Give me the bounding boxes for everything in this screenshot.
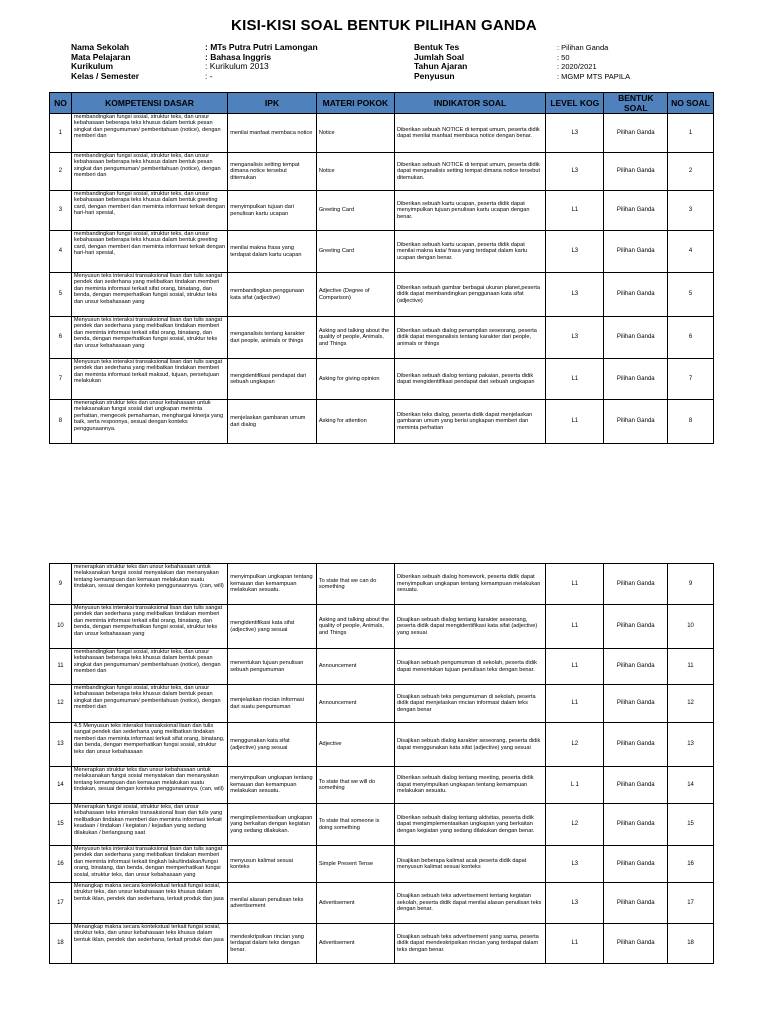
no-soal: 2 xyxy=(668,153,714,191)
kd-text: membandingkan fungsi sosial, struktur teks, dan unsur kebahasaan beberapa teks khusus dalam bentuk pesan singkat dan pengumuman/ pemberitahuan (notice), dengan memberi dan xyxy=(73,685,221,711)
kompetensi-dasar xyxy=(71,114,227,153)
kisi-kisi-table-page-2 xyxy=(49,563,714,964)
table-row xyxy=(50,273,714,317)
kd-text: menerapkan struktur teks dan unsur kebahasaan untuk melaksanakan fungsi sosial dari ungkapan meminta perhatian, mengecek pemahaman, menghargai kinerja yang baik, serta responnya, sesuai dengan konteks penggunaannya. xyxy=(73,400,224,432)
kompetensi-dasar xyxy=(71,804,227,846)
meta-value: : MGMP MTS PAPILA xyxy=(557,71,631,81)
meta-value: : MTs Putra Putri Lamongan xyxy=(205,42,318,52)
column-header: NO xyxy=(50,93,72,114)
ipk: menyimpulkan tujuan dari penulisan kartu ucapan xyxy=(228,191,317,231)
no-soal: 4 xyxy=(668,231,714,273)
kd-text: Menangkap makna secara kontekstual terkait fungsi sosial, struktur teks, dan unsur kebahasaan teks khusus dalam bentuk iklan, pendek dan sederhana, terkait produk dan jasa xyxy=(73,924,224,943)
ipk: mengidentifikasi pendapat dari sebuah ungkapan xyxy=(228,359,317,400)
no-soal: 9 xyxy=(668,564,714,605)
indikator-soal: Diberikan sebuah NOTICE di tempat umum, peserta didik dapat menganalisis setting tempat dimana notice tersebut ditemukan. xyxy=(394,153,545,191)
indikator-soal: Diberikan sebuah gambar berbagai ukuran planet,peserta didik dapat membandingkan penggunaan kata sifat (adjective) xyxy=(394,273,545,317)
row-number: 13 xyxy=(50,723,72,767)
column-header: LEVEL KOG xyxy=(546,93,604,114)
no-soal: 18 xyxy=(668,924,714,964)
ipk: menganalisis setting tempat dimana notice tersebut ditemukan xyxy=(228,153,317,191)
column-header: KOMPETENSI DASAR xyxy=(71,93,227,114)
meta-label: Kurikulum xyxy=(71,61,114,71)
kd-text: membandingkan fungsi sosial, struktur teks, dan unsur kebahasaan beberapa teks khusus dalam bentuk pesan singkat dan pengumuman/ pemberitahuan (notice), dengan memberi dan xyxy=(73,649,221,675)
level-kog: L3 xyxy=(546,114,604,153)
row-number: 3 xyxy=(50,191,72,231)
bentuk-soal: Pilihan Ganda xyxy=(604,767,668,804)
no-soal: 3 xyxy=(668,191,714,231)
bentuk-soal: Pilihan Ganda xyxy=(604,400,668,444)
level-kog: L1 xyxy=(546,564,604,605)
column-header: MATERI POKOK xyxy=(316,93,394,114)
school-info xyxy=(71,43,405,81)
ipk: menggunakan kata sifat (adjective) yang sesuai xyxy=(228,723,317,767)
kompetensi-dasar xyxy=(71,723,227,767)
materi-pokok: Asking and talking about the quality of people, Animals, and Things xyxy=(316,317,394,359)
ipk: mengimplementasikan ungkapan yang berkaitan dengan kegiatan yang sedang dilakukan. xyxy=(228,804,317,846)
kd-text: membandingkan fungsi sosial, struktur teks, dan unsur kebahasaan beberapa teks khusus dalam bentuk greeting card, dengan memberi dan meminta informasi terkait dengan hari-hari spesial, xyxy=(73,231,225,257)
meta-row xyxy=(414,62,737,72)
no-soal: 1 xyxy=(668,114,714,153)
row-number: 11 xyxy=(50,649,72,685)
meta-value: : Pilihan Ganda xyxy=(557,43,609,52)
kd-text: Menerapkan fungsi sosial, struktur teks, dan unsur kebahasaan teks interaksi transaksional lisan dan tulis yang melibatkan tindakan memberi dan meminta informasi terkait keadaan / tindakan / kegiatan / kejadian yang sedang dilakukan / berlangsung saat xyxy=(73,804,223,836)
table-row xyxy=(50,317,714,359)
ipk: menentukan tujuan penulisan sebuah pengumuman xyxy=(228,649,317,685)
table-row xyxy=(50,804,714,846)
bentuk-soal: Pilihan Ganda xyxy=(604,685,668,723)
kompetensi-dasar xyxy=(71,191,227,231)
row-number: 8 xyxy=(50,400,72,444)
no-soal: 10 xyxy=(668,605,714,649)
meta-value: : 50 xyxy=(557,52,570,62)
kompetensi-dasar xyxy=(71,564,227,605)
level-kog: L3 xyxy=(546,231,604,273)
no-soal: 13 xyxy=(668,723,714,767)
table-row xyxy=(50,153,714,191)
ipk: menilai manfaat membaca notice xyxy=(228,114,317,153)
materi-pokok: Asking for giving opinion xyxy=(316,359,394,400)
meta-label: Bentuk Tes xyxy=(414,42,460,52)
level-kog: L1 xyxy=(546,649,604,685)
kd-text: Menyusun teks interaksi transaksional lisan dan tulis sangat pendek dan sederhana yang melibatkan tindakan memberi dan meminta informasi terkait maksud, tujuan, persetujuan melakukan xyxy=(73,359,223,385)
table-row xyxy=(50,191,714,231)
ipk: menganalisis tentang karakter dari people, animals or things xyxy=(228,317,317,359)
meta-row xyxy=(71,72,405,82)
bentuk-soal: Pilihan Ganda xyxy=(604,153,668,191)
materi-pokok: Advertisement xyxy=(316,883,394,924)
meta-value: : - xyxy=(205,70,213,81)
row-number: 15 xyxy=(50,804,72,846)
ipk: membandingkan penggunaan kata sifat (adjective) xyxy=(228,273,317,317)
indikator-soal: Diberikan sebuah NOTICE di tempat umum, peserta didik dapat menilai manfaat membaca notice dengan benar. xyxy=(394,114,545,153)
kompetensi-dasar xyxy=(71,153,227,191)
table-row xyxy=(50,231,714,273)
row-number: 16 xyxy=(50,846,72,883)
row-number: 10 xyxy=(50,605,72,649)
materi-pokok: Advertisement xyxy=(316,924,394,964)
level-kog: L3 xyxy=(546,317,604,359)
kompetensi-dasar xyxy=(71,883,227,924)
no-soal: 12 xyxy=(668,685,714,723)
kd-text: menerapkan struktur teks dan unsur kebahasaan untuk melaksanakan fungsi sosial menyatakan dan menanyakan tentang kemampuan dan kemauan melakukan suatu tindakan, sesuai dengan konteks penggunaannya. (can, will) xyxy=(73,564,224,590)
materi-pokok: Announcement xyxy=(316,685,394,723)
level-kog: L1 xyxy=(546,685,604,723)
row-number: 17 xyxy=(50,883,72,924)
bentuk-soal: Pilihan Ganda xyxy=(604,114,668,153)
document-title: KISI-KISI SOAL BENTUK PILIHAN GANDA xyxy=(231,17,537,34)
ipk: menyusun kalimat sesuai konteks xyxy=(228,846,317,883)
level-kog: L1 xyxy=(546,605,604,649)
bentuk-soal: Pilihan Ganda xyxy=(604,605,668,649)
indikator-soal: Diberikan sebuah dialog tentang aktivitas, peserta didik dapat mengimplementasikan ungkapan yang berkaitan dengan kegiatan yang sedang dilakukan dengan benar. xyxy=(394,804,545,846)
kd-text: membandingkan fungsi sosial, struktur teks, dan unsur kebahasaan beberapa teks khusus dalam bentuk pesan singkat dan pengumuman/ pemberitahuan (notice), dengan memberi dan xyxy=(73,114,221,140)
materi-pokok: Announcement xyxy=(316,649,394,685)
meta-label: Penyusun xyxy=(414,70,455,81)
level-kog: L1 xyxy=(546,191,604,231)
column-header: NO SOAL xyxy=(668,93,714,114)
meta-row xyxy=(414,72,737,82)
bentuk-soal: Pilihan Ganda xyxy=(604,231,668,273)
kompetensi-dasar xyxy=(71,846,227,883)
column-header: BENTUK SOAL xyxy=(604,93,668,114)
row-number: 7 xyxy=(50,359,72,400)
kd-text: membandingkan fungsi sosial, struktur teks, dan unsur kebahasaan beberapa teks khusus dalam bentuk pesan singkat dan pengumuman/ pemberitahuan (notice), dengan memberi dan xyxy=(73,153,221,179)
bentuk-soal: Pilihan Ganda xyxy=(604,804,668,846)
no-soal: 5 xyxy=(668,273,714,317)
materi-pokok: Greeting Card xyxy=(316,231,394,273)
kompetensi-dasar xyxy=(71,400,227,444)
kompetensi-dasar xyxy=(71,767,227,804)
indikator-soal: Disajikan sebuah dialog karakter seseorang, peserta didik dapat menggunakan kata sifat (adjective) yang sesuai xyxy=(394,723,545,767)
level-kog: L1 xyxy=(546,400,604,444)
kd-text: Menyusun teks interaksi transaksional lisan dan tulis sangat pendek dan sederhana yang melibatkan tindakan memberi dan meminta informasi terkait sifat orang, binatang, dan benda, dengan memperhatikan fungsi sosial, struktur teks dan unsur kebahasaan yang xyxy=(73,317,223,349)
ipk: menjelaskan rincian informasi dari suatu pengumuman xyxy=(228,685,317,723)
bentuk-soal: Pilihan Ganda xyxy=(604,846,668,883)
kompetensi-dasar xyxy=(71,649,227,685)
materi-pokok: Notice xyxy=(316,153,394,191)
meta-label: Tahun Ajaran xyxy=(414,61,468,71)
table-row xyxy=(50,924,714,964)
column-header: IPK xyxy=(228,93,317,114)
level-kog: L1 xyxy=(546,359,604,400)
meta-value: : Kurikulum 2013 xyxy=(205,61,269,71)
ipk: mendeskripsikan rincian yang terdapat dalam teks dengan benar. xyxy=(228,924,317,964)
ipk: menjelaskan gambaran umum dari dialog xyxy=(228,400,317,444)
materi-pokok: To state that we can do something xyxy=(316,564,394,605)
bentuk-soal: Pilihan Ganda xyxy=(604,273,668,317)
level-kog: L3 xyxy=(546,883,604,924)
materi-pokok: Asking and talking about the quality of people, Animals, and Things xyxy=(316,605,394,649)
meta-label: Jumlah Soal xyxy=(414,51,465,62)
indikator-soal: Diberikan teks dialog, peserta didik dapat menjelaskan gambaran umum yang berisi ungkapan memberi dan meminta perhatian xyxy=(394,400,545,444)
no-soal: 14 xyxy=(668,767,714,804)
meta-label: Nama Sekolah xyxy=(71,42,130,52)
ipk: menyimpulkan ungkapan tentang kemauan dan kemampuan melakukan sesuatu. xyxy=(228,767,317,804)
test-info xyxy=(414,43,737,81)
materi-pokok: Adjective (Degree of Comparison) xyxy=(316,273,394,317)
indikator-soal: Diberikan sebuah dialog homework, peserta didik dapat menyimpulkan ungkapan tentang kemampuan melakukan sesuatu. xyxy=(394,564,545,605)
indikator-soal: Disajikan sebuah teks advertisement tentang kegiatan sekolah, peserta didik dapat menilai alasan penulisan teks dengan benar. xyxy=(394,883,545,924)
kd-text: 4.5 Menyusun teks interaksi transaksional lisan dan tulis sangat pendek dan sederhana yang melibatkan tindakan memberi dan meminta informasi terkait sifat orang, binatang, dan benda, dengan memperhatikan fungsi sosial, struktur teks dan unsur kebahasaan xyxy=(73,723,225,755)
ipk: mengidentifikasi kata sifat (adjective) yang sesuai xyxy=(228,605,317,649)
kd-text: Menyusun teks interaksi transaksional lisan dan tulis sangat pendek dan sederhana yang melibatkan tindakan memberi dan meminta informasi terkait sifat orang, binatang, dan benda, dengan memperhatikan fungsi sosial, struktur teks dan unsur kebahasaan yang xyxy=(73,273,223,305)
indikator-soal: Disajikan sebuah teks pengumuman di sekolah, peserta didik dapat menjelaskan rincian informasi dalam teks dengan benar xyxy=(394,685,545,723)
row-number: 9 xyxy=(50,564,72,605)
bentuk-soal: Pilihan Ganda xyxy=(604,191,668,231)
kompetensi-dasar xyxy=(71,231,227,273)
table-row xyxy=(50,649,714,685)
table-row xyxy=(50,564,714,605)
ipk: menilai alasan penulisan teks advertisement xyxy=(228,883,317,924)
indikator-soal: Diberikan sebuah dialog penampilan seseorang, peserta didik dapat menganalisis tentang karakter dari people, animals or things xyxy=(394,317,545,359)
materi-pokok: Notice xyxy=(316,114,394,153)
table-row xyxy=(50,605,714,649)
materi-pokok: To state that we will do something xyxy=(316,767,394,804)
row-number: 5 xyxy=(50,273,72,317)
level-kog: L2 xyxy=(546,723,604,767)
indikator-soal: Disajikan sebuah teks advertisement yang sama, peserta didik dapat mendeskripsikan rincian yang terdapat dalam teks dengan benar. xyxy=(394,924,545,964)
bentuk-soal: Pilihan Ganda xyxy=(604,883,668,924)
kd-text: membandingkan fungsi sosial, struktur teks, dan unsur kebahasaan beberapa teks khusus dalam bentuk greeting card, dengan memberi dan meminta informasi terkait dengan hari-hari spesial, xyxy=(73,191,225,217)
table-row xyxy=(50,767,714,804)
materi-pokok: To state that someone is doing something xyxy=(316,804,394,846)
bentuk-soal: Pilihan Ganda xyxy=(604,564,668,605)
indikator-soal: Disajikan sebuah pengumuman di sekolah, peserta didik dapat menentukan tujuan penulisan teks dengan benar. xyxy=(394,649,545,685)
no-soal: 16 xyxy=(668,846,714,883)
row-number: 1 xyxy=(50,114,72,153)
meta-label: Kelas / Semester xyxy=(71,70,140,81)
table-row xyxy=(50,359,714,400)
no-soal: 11 xyxy=(668,649,714,685)
ipk: menyimpulkan ungkapan tentang kemauan dan kemampuan melakukan sesuatu. xyxy=(228,564,317,605)
row-number: 18 xyxy=(50,924,72,964)
table-row xyxy=(50,114,714,153)
kd-text: Menyusun teks interaksi transaksional lisan dan tulis sangat pendek dan sederhana yang melibatkan tindakan memberi dan meminta informasi terkait sifat orang, binatang, dan benda, dengan memperhatikan fungsi sosial, struktur teks dan unsur kebahasaan yang xyxy=(73,605,223,637)
table-row xyxy=(50,685,714,723)
indikator-soal: Disajikan beberapa kalimat acak peserta didik dapat menyusun kalimat sesuai konteks xyxy=(394,846,545,883)
kompetensi-dasar xyxy=(71,924,227,964)
row-number: 6 xyxy=(50,317,72,359)
bentuk-soal: Pilihan Ganda xyxy=(604,317,668,359)
row-number: 14 xyxy=(50,767,72,804)
level-kog: L3 xyxy=(546,153,604,191)
row-number: 12 xyxy=(50,685,72,723)
level-kog: L3 xyxy=(546,273,604,317)
meta-label: Mata Pelajaran xyxy=(71,51,131,62)
no-soal: 7 xyxy=(668,359,714,400)
table-row xyxy=(50,846,714,883)
kisi-kisi-table-page-1 xyxy=(49,92,714,444)
no-soal: 15 xyxy=(668,804,714,846)
no-soal: 17 xyxy=(668,883,714,924)
table-header-row xyxy=(50,93,714,114)
kompetensi-dasar xyxy=(71,685,227,723)
level-kog: L1 xyxy=(546,924,604,964)
indikator-soal: Diberikan sebuah kartu ucapan, peserta didik dapat menilai makna kata/ frasa yang terdapat dalam kartu ucapan dengan benar. xyxy=(394,231,545,273)
bentuk-soal: Pilihan Ganda xyxy=(604,649,668,685)
no-soal: 6 xyxy=(668,317,714,359)
materi-pokok: Asking for attention xyxy=(316,400,394,444)
level-kog: L 1 xyxy=(546,767,604,804)
ipk: menilai makna frasa yang terdapat dalam kartu ucapan xyxy=(228,231,317,273)
level-kog: L3 xyxy=(546,846,604,883)
indikator-soal: Diberikan sebuah kartu ucapan, peserta didik dapat menyimpulkan tujuan penulisan kartu ucapan dengan benar. xyxy=(394,191,545,231)
materi-pokok: Greeting Card xyxy=(316,191,394,231)
kompetensi-dasar xyxy=(71,359,227,400)
level-kog: L2 xyxy=(546,804,604,846)
bentuk-soal: Pilihan Ganda xyxy=(604,359,668,400)
bentuk-soal: Pilihan Ganda xyxy=(604,723,668,767)
table-row xyxy=(50,400,714,444)
indikator-soal: Diberikan sebuah dialog tentang pakaian, peserta didik dapat mengidentifikasi pendapat dari sebuah ungkapan xyxy=(394,359,545,400)
row-number: 2 xyxy=(50,153,72,191)
materi-pokok: Simple Present Tense xyxy=(316,846,394,883)
row-number: 4 xyxy=(50,231,72,273)
kompetensi-dasar xyxy=(71,317,227,359)
kd-text: Menyusun teks interaksi transaksional lisan dan tulis sangat pendek dan sederhana yang melibatkan tindakan memberi dan meminta informasi terkait tingkah laku/tindakan/fungsi orang, binatang, dan benda, dengan memperhatikan fungsi sosial, struktur teks, dan unsur kebahasaan yang xyxy=(73,846,223,878)
bentuk-soal: Pilihan Ganda xyxy=(604,924,668,964)
materi-pokok: Adjective xyxy=(316,723,394,767)
indikator-soal: Diberikan sebuah dialog tentang meeting, peserta didik dapat menyimpulkan ungkapan tentang kemampuan melakukan sesuatu. xyxy=(394,767,545,804)
kd-text: Menerapkan struktur teks dan unsur kebahasaan untuk melaksanakan fungsi sosial menyatakan dan menanyakan tentang kemampuan dan kemauan melakukan suatu tindakan, sesuai dengan konteks penggunaannya. (can, will) xyxy=(73,767,224,793)
table-row xyxy=(50,723,714,767)
kd-text: Menangkap makna secara kontekstual terkait fungsi sosial, struktur teks, dan unsur kebahasaan teks khusus dalam bentuk iklan, pendek dan sederhana, terkait produk dan jasa xyxy=(73,883,224,902)
meta-value: : 2020/2021 xyxy=(557,62,597,71)
kompetensi-dasar xyxy=(71,605,227,649)
meta-value: : Bahasa Inggris xyxy=(205,51,272,62)
indikator-soal: Disajikan sebuah dialog tentang karakter seseorang, peserta didik dapat mengidentifikasi kata sifat (adjective) yang sesuai xyxy=(394,605,545,649)
no-soal: 8 xyxy=(668,400,714,444)
kompetensi-dasar xyxy=(71,273,227,317)
column-header: INDIKATOR SOAL xyxy=(394,93,545,114)
table-row xyxy=(50,883,714,924)
